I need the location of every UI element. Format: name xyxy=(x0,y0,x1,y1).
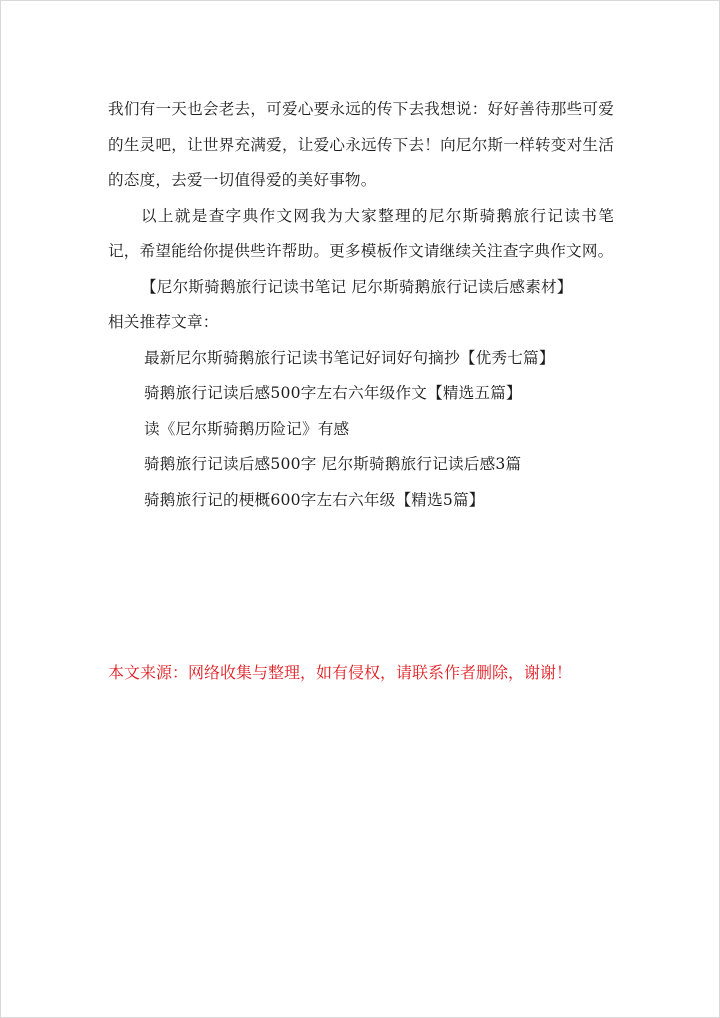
related-articles-list xyxy=(108,341,614,519)
paragraph-conclusion: 我们有一天也会老去，可爱心要永远的传下去我想说：好好善待那些可爱的生灵吧，让世界充满爱，让爱心永远传下去！向尼尔斯一样转变对生活的态度，去爱一切值得爱的美好事物。 xyxy=(108,100,614,189)
related-article-link-1[interactable]: 最新尼尔斯骑鹅旅行记读书笔记好词好句摘抄【优秀七篇】 xyxy=(144,348,555,367)
list-item xyxy=(144,447,614,483)
list-item xyxy=(144,483,614,519)
related-article-link-3[interactable]: 读《尼尔斯骑鹅历险记》有感 xyxy=(144,419,350,438)
related-article-link-5[interactable]: 骑鹅旅行记的梗概600字左右六年级【精选5篇】 xyxy=(144,490,485,509)
list-item xyxy=(144,341,614,377)
list-item xyxy=(144,412,614,448)
document-body xyxy=(108,92,614,518)
related-article-link-2[interactable]: 骑鹅旅行记读后感500字左右六年级作文【精选五篇】 xyxy=(144,384,522,402)
list-item xyxy=(144,376,614,412)
related-article-link-4[interactable]: 骑鹅旅行记读后感500字 尼尔斯骑鹅旅行记读后感3篇 xyxy=(144,455,522,473)
paragraph-topic-title: 【尼尔斯骑鹅旅行记读书笔记 尼尔斯骑鹅旅行记读后感素材】 xyxy=(141,277,573,296)
paragraph-summary: 以上就是查字典作文网我为大家整理的尼尔斯骑鹅旅行记读书笔记，希望能给你提供些许帮助。更多模板作文请继续关注查字典作文网。 xyxy=(108,206,614,260)
source-disclaimer: 本文来源：网络收集与整理，如有侵权，请联系作者删除，谢谢！ xyxy=(108,663,573,682)
related-articles-heading: 相关推荐文章： xyxy=(108,313,219,331)
